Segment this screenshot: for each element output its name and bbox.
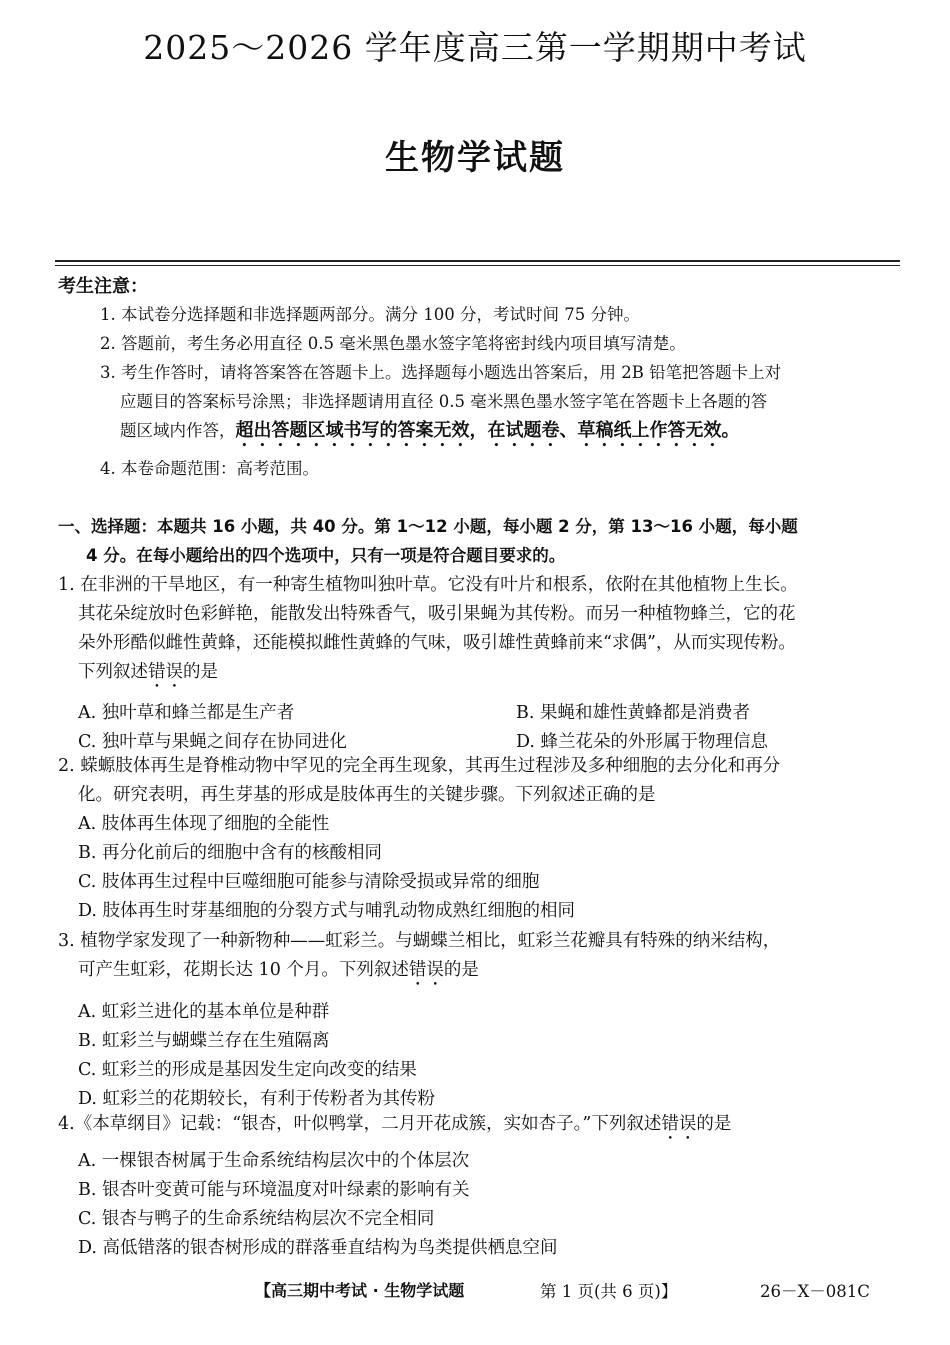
exam-title: 2025～2026 学年度高三第一学期期中考试: [143, 28, 807, 67]
question-1-prompt-end: 的是: [183, 662, 218, 682]
section-1-line-2: 4 分。在每小题给出的四个选项中，只有一项是符合题目要求的。: [86, 546, 566, 565]
footer-title: 【高三期中考试 · 生物学试题: [255, 1281, 465, 1300]
question-4-prompt: 4.《本草纲目》记载：“银杏，叶似鸭掌，二月开花成簇，实如杏子。”下列叙述: [58, 1114, 662, 1134]
notice-emphasis: 超出答题区域书写的答案无效，在试题卷、草稿纸上作答无效: [235, 420, 722, 441]
notice-item-1: 1. 本试卷分选择题和非选择题两部分。满分 100 分，考试时间 75 分钟。: [100, 305, 640, 324]
notice-item-3-line-1: 3. 考生作答时，请将答案答在答题卡上。选择题每小题选出答案后，用 2B 铅笔把答题卡上对: [100, 363, 782, 382]
footer-code: 26－X－081C: [760, 1282, 870, 1301]
question-3-emphasis: 错误: [408, 960, 444, 980]
question-1-line-1: 1. 在非洲的干旱地区，有一种寄生植物叫独叶草。它没有叶片和根系，依附在其他植物上生长。: [58, 575, 798, 595]
question-4-options: [58, 1147, 903, 1263]
question-2-line-1: 2. 蝾螈肢体再生是脊椎动物中罕见的完全再生现象，其再生过程涉及多种细胞的去分化和再分: [58, 756, 781, 776]
question-3: [58, 927, 903, 1114]
notice-item-3-line-3: [100, 416, 900, 451]
paper-title: 生物学试题: [385, 138, 565, 178]
footer-page-number: 第 1 页(共 6 页)】: [540, 1282, 678, 1301]
question-1-line-2: 其花朵绽放时色彩鲜艳，能散发出特殊香气，吸引果蝇为其传粉。而另一种植物蜂兰，它的花: [78, 604, 796, 624]
option-c: C. 银杏与鸭子的生命系统结构层次不完全相同: [78, 1209, 435, 1229]
option-b: B. 虹彩兰与蝴蝶兰存在生殖隔离: [78, 1031, 330, 1051]
notice-item-4: 4. 本卷命题范围：高考范围。: [100, 459, 319, 478]
notice-item-3-pre: 题区域内作答，: [120, 421, 236, 440]
option-a: A. 一棵银杏树属于生命系统结构层次中的个体层次: [78, 1151, 470, 1171]
notice-item-3: [100, 358, 900, 451]
option-d: D. 高低错落的银杏树形成的群落垂直结构为鸟类提供栖息空间: [78, 1238, 558, 1258]
option-d: D. 蜂兰花朵的外形属于物理信息: [516, 732, 769, 752]
option-a: A. 独叶草和蜂兰都是生产者: [78, 703, 295, 723]
option-c: C. 独叶草与果蝇之间存在协同进化: [78, 732, 347, 752]
question-4-prompt-end: 的是: [696, 1114, 732, 1134]
question-4-line-1: [58, 1110, 903, 1144]
question-1-emphasis: 错误: [148, 662, 183, 682]
option-b: B. 果蝇和雄性黄蜂都是消费者: [516, 703, 750, 723]
question-1: [58, 571, 903, 757]
option-c: C. 肢体再生过程中巨噬细胞可能参与清除受损或异常的细胞: [78, 872, 540, 892]
option-b: B. 银杏叶变黄可能与环境温度对叶绿素的影响有关: [78, 1180, 470, 1200]
option-a: A. 肢体再生体现了细胞的全能性: [78, 814, 330, 834]
question-3-prompt-end: 的是: [443, 960, 479, 980]
question-2: [58, 752, 903, 926]
question-1-options: [58, 699, 903, 757]
option-d: D. 虹彩兰的花期较长，有利于传粉者为其传粉: [78, 1089, 436, 1109]
question-1-prompt: 下列叙述: [78, 662, 148, 682]
notice-heading: 考生注意：: [58, 276, 148, 297]
notice-item-2: 2. 答题前，考生务必用直径 0.5 毫米黑色墨水签字笔将密封线内项目填写清楚。: [100, 334, 686, 353]
question-1-line-4: [58, 658, 903, 692]
notice-item-3-end: 。: [721, 420, 740, 441]
notice-list: [100, 300, 900, 483]
divider: [55, 260, 900, 266]
option-d: D. 肢体再生时芽基细胞的分裂方式与哺乳动物成熟红细胞的相同: [78, 901, 576, 921]
question-3-line-2: [58, 956, 903, 990]
question-1-line-3: 朵外形酷似雌性黄蜂，还能模拟雌性黄蜂的气味，吸引雄性黄蜂前来“求偶”，从而实现传粉。: [78, 633, 796, 653]
notice-item-3-line-2: 应题目的答案标号涂黑；非选择题请用直径 0.5 毫米黑色墨水签字笔在答题卡上各题的答: [120, 392, 768, 411]
question-2-options: [58, 810, 903, 926]
option-a: A. 虹彩兰进化的基本单位是种群: [78, 1002, 330, 1022]
option-c: C. 虹彩兰的形成是基因发生定向改变的结果: [78, 1060, 417, 1080]
question-3-line-1: 3. 植物学家发现了一种新物种——虹彩兰。与蝴蝶兰相比，虹彩兰花瓣具有特殊的纳米结构，: [58, 931, 781, 951]
question-4-emphasis: 错误: [661, 1114, 697, 1134]
option-b: B. 再分化前后的细胞中含有的核酸相同: [78, 843, 382, 863]
question-4: [58, 1110, 903, 1263]
question-3-options: [58, 998, 903, 1114]
question-1-stem: [58, 571, 903, 692]
section-1-line-1: 一、选择题：本题共 16 小题，共 40 分。第 1～12 小题，每小题 2 分，第 13～16 小题，每小题: [58, 517, 798, 536]
question-2-line-2: 化。研究表明，再生芽基的形成是肢体再生的关键步骤。下列叙述正确的是: [78, 785, 656, 805]
question-3-prompt: 可产生虹彩，花期长达 10 个月。下列叙述: [78, 960, 409, 980]
section-1-heading: [58, 512, 900, 570]
